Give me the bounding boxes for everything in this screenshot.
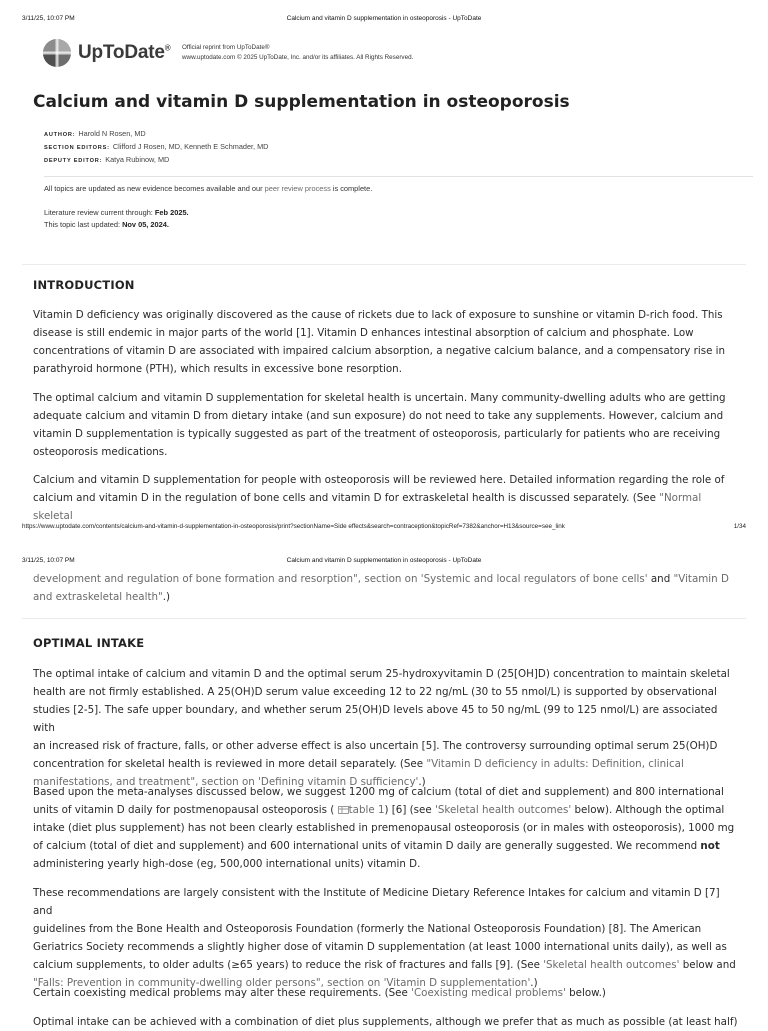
deputy-editor-label: DEPUTY EDITOR: bbox=[44, 158, 103, 164]
literature-review-line: Literature review current through: Feb 2025. bbox=[44, 208, 189, 217]
page-number: 1/34 bbox=[733, 523, 746, 530]
reprint-line-1: Official reprint from UpToDate® bbox=[182, 44, 270, 51]
deputy-editor-value[interactable]: Katya Rubinow, MD bbox=[105, 155, 170, 164]
print-timestamp: 3/11/25, 10:07 PM bbox=[22, 15, 75, 22]
section-editors-value[interactable]: Clifford J Rosen, MD, Kenneth E Schmader, MD bbox=[112, 142, 269, 151]
vitamin-d-deficiency-link-cont[interactable]: manifestations, and treatment", section on 'Defining vitamin D sufficiency' bbox=[33, 776, 419, 788]
last-updated-line: This topic last updated: Nov 05, 2024. bbox=[44, 220, 169, 229]
section-editors-label: SECTION EDITORS: bbox=[44, 145, 110, 151]
introduction-heading: INTRODUCTION bbox=[33, 278, 135, 292]
optimal-intake-paragraph-3: These recommendations are largely consistent with the Institute of Medicine Dietary Reference Intakes for calcium and vitamin D [7] and guidelines from the Bone Health and Osteoporosis Foundation (formerly the National Osteoporosis Foundation) [8]. The American Geriatrics Society recommends a slightly higher dose of vitamin D supplementation (at least 1000 international units daily), as well as calcium supplements, to older adults (≥65 years) to reduce the risk of fractures and falls [9]. (See 'Skeletal health outcomes' below and "Falls: Prevention in community-dwelling older persons", section on 'Vitamin D supplementation'.) bbox=[33, 887, 736, 989]
intro-paragraph-2: The optimal calcium and vitamin D supplementation for skeletal health is uncertain. Many community-dwelling adults who are getting adequate calcium and vitamin D from dietary intake (and sun exposure) do not need to take any supplements. However, calcium and vitamin D supplementation is typically suggested as part of the treatment of osteoporosis, particularly for patients who are receiving osteoporosis medications. bbox=[33, 392, 726, 458]
reprint-notice bbox=[182, 43, 413, 63]
table-1-link[interactable]: table 1 bbox=[348, 804, 385, 816]
section-divider-2 bbox=[22, 618, 746, 619]
print-doc-title-2: Calcium and vitamin D supplementation in osteoporosis - UpToDate bbox=[286, 557, 482, 564]
falls-prevention-link[interactable]: "Falls: Prevention in community-dwelling older persons", section on 'Vitamin D supplementation' bbox=[33, 977, 531, 989]
vitamin-d-extraskeletal-link[interactable]: "Vitamin D bbox=[673, 573, 729, 585]
meta-divider bbox=[44, 176, 753, 177]
optimal-intake-paragraph-5: Optimal intake can be achieved with a combination of diet plus supplements, although we prefer that as much as possible (at least half) bbox=[33, 1016, 738, 1028]
bone-formation-link[interactable]: development and regulation of bone formation and resorption", section on 'Systemic and local regulators of bone cells' bbox=[33, 573, 648, 585]
continuation-paragraph: development and regulation of bone formation and resorption", section on 'Systemic and local regulators of bone cells' and "Vitamin D and extraskeletal health".) bbox=[33, 573, 729, 603]
table-icon bbox=[338, 806, 349, 814]
intro-paragraph-1: Vitamin D deficiency was originally discovered as the cause of rickets due to lack of exposure to sunshine or vitamin D-rich food. This disease is still endemic in major parts of the world [1]. Vitamin D enhances intestinal absorption of calcium and phosphate. Low concentrations of vitamin D are associated with impaired calcium absorption, a negative calcium balance, and a compensatory rise in parathyroid hormone (PTH), which results in excessive bone resorption. bbox=[33, 309, 726, 375]
uptodate-logo-text: UpToDate® bbox=[78, 42, 171, 63]
optimal-intake-paragraph-1: The optimal intake of calcium and vitamin D and the optimal serum 25-hydroxyvitamin D (25[OH]D) concentration to maintain skeletal health are not firmly established. A 25(OH)D serum value exceeding 12 to 22 ng/mL (30 to 55 nmol/L) is supported by observational studies [2-5]. The safe upper boundary, and whether serum 25(OH)D levels above 45 to 50 ng/mL (99 to 125 nmol/L) are associated with an increased risk of fracture, falls, or other adverse effect is also uncertain [5]. The controversy surrounding optimal serum 25(OH)D concentration for skeletal health is reviewed in more detail separately. (See "Vitamin D deficiency in adults: Definition, clinical manifestations, and treatment", section on 'Defining vitamin D sufficiency'.) bbox=[33, 668, 730, 788]
coexisting-medical-problems-link[interactable]: 'Coexisting medical problems' bbox=[411, 987, 566, 999]
print-timestamp-2: 3/11/25, 10:07 PM bbox=[22, 557, 75, 564]
vitamin-d-deficiency-link[interactable]: "Vitamin D deficiency in adults: Definition, clinical bbox=[426, 758, 684, 770]
author-label: AUTHOR: bbox=[44, 132, 76, 138]
literature-review-date: Feb 2025. bbox=[154, 208, 189, 217]
last-updated-date: Nov 05, 2024. bbox=[122, 220, 169, 229]
page-title: Calcium and vitamin D supplementation in osteoporosis bbox=[33, 92, 570, 112]
optimal-intake-heading: OPTIMAL INTAKE bbox=[33, 636, 145, 650]
normal-skeletal-link[interactable]: "Normal skeletal bbox=[33, 492, 702, 522]
section-editors-line bbox=[44, 142, 268, 151]
intro-paragraph-3: Calcium and vitamin D supplementation for people with osteoporosis will be reviewed here. Detailed information regarding the role of calcium and vitamin D in the regulation of bone cells and vitamin D for extraskeletal health is discussed separately. (See "Normal skeletal bbox=[33, 474, 725, 522]
deputy-editor-line bbox=[44, 155, 169, 164]
uptodate-logo bbox=[42, 38, 170, 68]
reprint-line-2: www.uptodate.com © 2025 UpToDate, Inc. and/or its affiliates. All Rights Reserved. bbox=[182, 54, 414, 61]
optimal-intake-paragraph-4: Certain coexisting medical problems may alter these requirements. (See 'Coexisting medical problems' below.) bbox=[33, 987, 606, 999]
section-divider bbox=[22, 264, 746, 265]
author-line bbox=[44, 129, 146, 138]
recommend-not-bold: not bbox=[700, 840, 720, 852]
skeletal-health-outcomes-link-2[interactable]: 'Skeletal health outcomes' bbox=[543, 959, 680, 971]
update-note: All topics are updated as new evidence becomes available and our peer review process is complete. bbox=[44, 184, 373, 193]
skeletal-health-outcomes-link[interactable]: 'Skeletal health outcomes' bbox=[434, 804, 572, 816]
vitamin-d-extraskeletal-link-cont[interactable]: and extraskeletal health" bbox=[33, 591, 163, 603]
uptodate-logo-icon bbox=[42, 38, 72, 68]
author-value[interactable]: Harold N Rosen, MD bbox=[78, 129, 146, 138]
optimal-intake-paragraph-2: Based upon the meta-analyses discussed below, we suggest 1200 mg of calcium (total of diet and supplement) and 800 international units of vitamin D daily for postmenopausal osteoporosis ( table 1) [6] (see 'Skeletal health outcomes' below). Although the optimal intake (diet plus supplement) has not been clearly established in premenopausal osteoporosis (or in males with osteoporosis), 1000 mg of calcium (total of diet and supplement) and 600 international units of vitamin D daily are generally suggested. We recommend not administering yearly high-dose (eg, 500,000 international units) vitamin D. bbox=[33, 786, 735, 870]
print-doc-title: Calcium and vitamin D supplementation in osteoporosis - UpToDate bbox=[286, 15, 482, 22]
print-url: https://www.uptodate.com/contents/calcium-and-vitamin-d-supplementation-in-osteoporosis/print?sectionName=Side effects&search=contraception&topicRef=7382&anchor=H13&source=see_link bbox=[22, 523, 565, 530]
peer-review-link[interactable]: peer review process bbox=[264, 184, 331, 193]
